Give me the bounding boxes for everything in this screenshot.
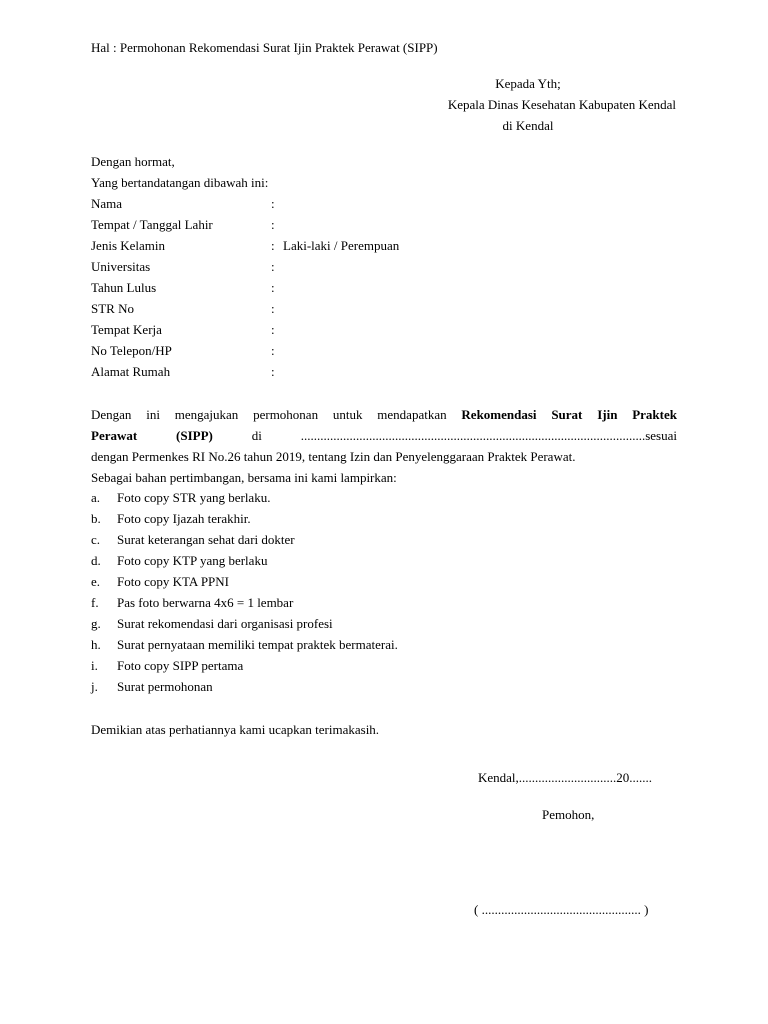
field-row-graduation-year — [91, 277, 591, 298]
list-item-text: Surat keterangan sehat dari dokter — [117, 532, 295, 547]
field-label: STR No — [91, 301, 134, 316]
field-colon: : — [271, 238, 275, 253]
field-colon: : — [271, 322, 275, 337]
recipient-location: di Kendal — [502, 118, 554, 133]
field-label: No Telepon/HP — [91, 343, 172, 358]
list-item-text: Foto copy Ijazah terakhir. — [117, 511, 251, 526]
request-text: Dengan ini mengajukan permohonan untuk mendapatkan — [91, 407, 462, 422]
field-row-workplace — [91, 319, 591, 340]
applicant-fields — [91, 193, 591, 382]
letter-subject: Hal : Permohonan Rekomendasi Surat Ijin Praktek Perawat (SIPP) — [91, 40, 438, 55]
recipient-office: Kepala Dinas Kesehatan Kabupaten Kendal — [447, 97, 676, 112]
field-colon: : — [271, 343, 275, 358]
field-row-str-number — [91, 298, 591, 319]
request-title-bold: Perawat (SIPP) — [91, 428, 213, 443]
list-marker: f. — [91, 595, 99, 610]
field-colon: : — [271, 301, 275, 316]
recipient-block — [380, 73, 676, 136]
list-marker: i. — [91, 658, 98, 673]
request-line-1 — [91, 404, 677, 425]
list-marker: c. — [91, 532, 101, 547]
regulation-line: dengan Permenkes RI No.26 tahun 2019, tentang Izin dan Penyelenggaraan Praktek Perawat. — [91, 449, 576, 464]
list-item-text: Surat rekomendasi dari organisasi profesi — [117, 616, 333, 631]
field-value: Laki-laki / Perempuan — [283, 238, 400, 253]
request-title-bold: Rekomendasi Surat Ijin Praktek — [461, 407, 677, 422]
list-item — [91, 550, 591, 571]
list-marker: a. — [91, 490, 101, 505]
list-marker: d. — [91, 553, 101, 568]
list-item-text: Pas foto berwarna 4x6 = 1 lembar — [117, 595, 294, 610]
place-date-line: Kendal,..............................20....... — [478, 770, 653, 785]
signature-line: ( ................................................. ) — [474, 902, 649, 917]
field-row-gender — [91, 235, 591, 256]
applicant-label: Pemohon, — [542, 807, 595, 822]
field-colon: : — [271, 364, 275, 379]
intro-line: Yang bertandatangan dibawah ini: — [91, 175, 269, 190]
salutation: Dengan hormat, — [91, 154, 175, 169]
list-marker: e. — [91, 574, 101, 589]
field-row-university — [91, 256, 591, 277]
list-item — [91, 571, 591, 592]
list-item — [91, 508, 591, 529]
list-item — [91, 529, 591, 550]
list-item-text: Foto copy STR yang berlaku. — [117, 490, 271, 505]
list-item — [91, 655, 591, 676]
list-marker: g. — [91, 616, 101, 631]
request-line-2 — [91, 425, 677, 446]
field-label: Tempat Kerja — [91, 322, 162, 337]
list-marker: j. — [91, 679, 98, 694]
list-marker: h. — [91, 637, 101, 652]
attachments-list — [91, 487, 591, 697]
list-item-text: Foto copy SIPP pertama — [117, 658, 244, 673]
field-row-name — [91, 193, 591, 214]
field-label: Universitas — [91, 259, 151, 274]
field-label: Alamat Rumah — [91, 364, 171, 379]
list-item-text: Foto copy KTP yang berlaku — [117, 553, 268, 568]
list-item — [91, 676, 591, 697]
field-row-phone — [91, 340, 591, 361]
list-item — [91, 613, 591, 634]
list-item — [91, 487, 591, 508]
field-colon: : — [271, 259, 275, 274]
closing-sentence: Demikian atas perhatiannya kami ucapkan terimakasih. — [91, 722, 380, 737]
list-item — [91, 634, 591, 655]
list-item-text: Surat pernyataan memiliki tempat praktek bermaterai. — [117, 637, 398, 652]
request-paragraph — [91, 404, 677, 488]
field-label: Jenis Kelamin — [91, 238, 166, 253]
field-label: Tahun Lulus — [91, 280, 157, 295]
list-marker: b. — [91, 511, 101, 526]
recipient-greeting: Kepada Yth; — [495, 76, 561, 91]
field-colon: : — [271, 217, 275, 232]
field-colon: : — [271, 196, 275, 211]
field-colon: : — [271, 280, 275, 295]
list-item-text: Foto copy KTA PPNI — [117, 574, 229, 589]
field-label: Nama — [91, 196, 123, 211]
list-item-text: Surat permohonan — [117, 679, 213, 694]
attachments-intro: Sebagai bahan pertimbangan, bersama ini kami lampirkan: — [91, 470, 397, 485]
list-item — [91, 592, 591, 613]
field-row-birth — [91, 214, 591, 235]
request-location-blank: di ..........................................................................................................sesuai — [212, 428, 677, 443]
field-row-address — [91, 361, 591, 382]
field-label: Tempat / Tanggal Lahir — [91, 217, 213, 232]
